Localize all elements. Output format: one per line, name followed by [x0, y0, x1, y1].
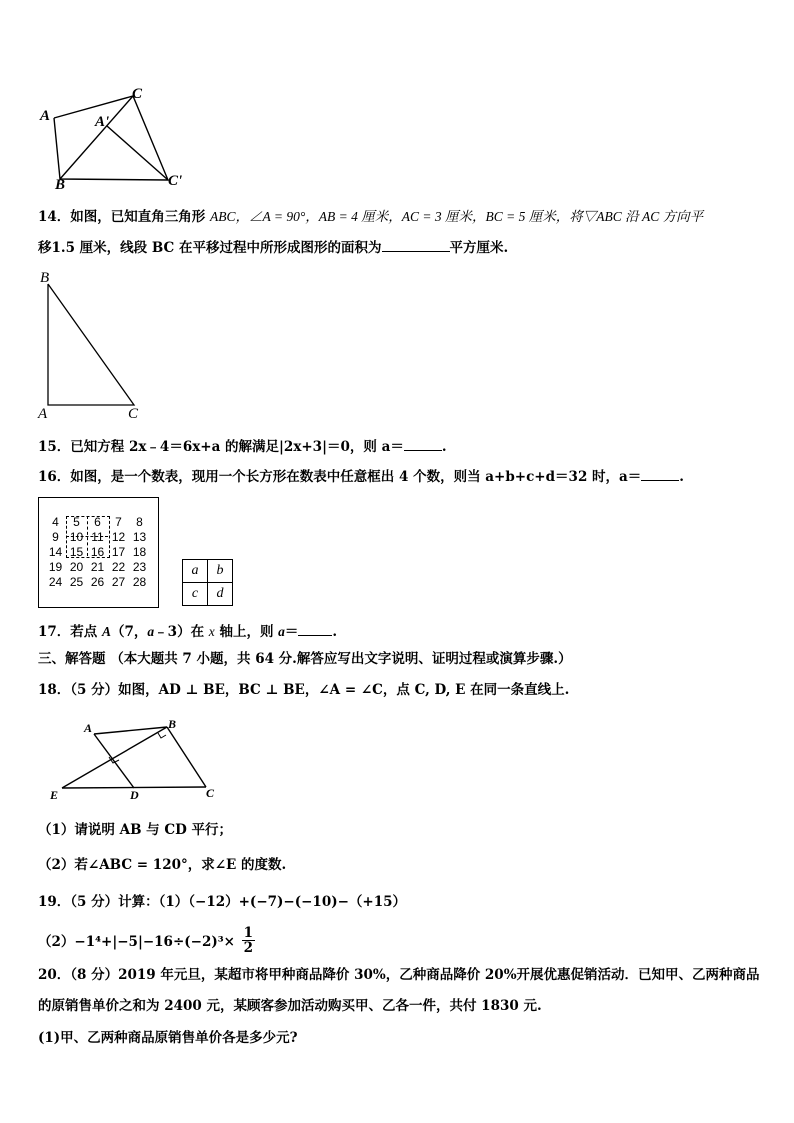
fig13-label-a-prime: A' — [95, 114, 110, 130]
fig18-label-d: D — [130, 788, 139, 802]
fig14-label-a: A — [38, 406, 48, 422]
number-cell: 6 — [94, 514, 101, 529]
question-16: 16．如图，是一个数表，现用一个长方形在数表中任意框出 4 个数，则当 a+b+c+d＝32 时，a＝ . — [38, 469, 684, 485]
number-table-row — [45, 559, 150, 574]
answer-blank[interactable] — [382, 251, 450, 252]
fig13-label-c: C — [132, 86, 143, 102]
cell-b: b — [208, 560, 233, 583]
number-cell: 13 — [132, 529, 147, 544]
question-20-part-1: (1)甲、乙两种商品原销售单价各是多少元? — [38, 1030, 298, 1046]
number-cell: 17 — [111, 544, 126, 559]
fig18-label-c: C — [206, 786, 215, 800]
number-cell: 25 — [69, 574, 84, 589]
number-cell: 5 — [73, 514, 80, 529]
number-cell: 14 — [48, 544, 63, 559]
question-19: 19．（5 分）计算：（1）（−12）+(−7)−(−10)−（+15） — [38, 894, 407, 910]
fig13-label-c-prime: C' — [168, 173, 183, 189]
number-table-row — [45, 574, 150, 589]
number-cell: 10 — [69, 529, 84, 544]
answer-blank[interactable] — [404, 450, 442, 451]
number-cell: 28 — [132, 574, 147, 589]
dashed-selection-box — [66, 516, 110, 558]
figure-q14 — [40, 280, 150, 420]
question-20-line-2: 的原销售单价之和为 2400 元，某顾客参加活动购买甲、乙各一件，共付 1830 元. — [38, 998, 542, 1014]
number-cell: 23 — [132, 559, 147, 574]
number-cell: 27 — [111, 574, 126, 589]
question-18-part-1: （1）请说明 AB 与 CD 平行； — [38, 822, 233, 838]
section-3-heading: 三、解答题 （本大题共 7 小题，共 64 分.解答应写出文字说明、证明过程或演算步骤.） — [38, 651, 572, 667]
question-14-line-1: 14．如图，已知直角三角形 ABC，∠A = 90°，AB = 4 厘米，AC = 3 厘米，BC = 5 厘米，将▽ABC 沿 AC 方向平 — [38, 209, 704, 225]
fig18-label-b: B — [168, 717, 177, 731]
number-cell: 21 — [90, 559, 105, 574]
question-18-part-2: （2）若∠ABC = 120°，求∠E 的度数. — [38, 857, 287, 873]
number-cell: 19 — [48, 559, 63, 574]
cell-d: d — [208, 583, 233, 606]
answer-blank[interactable] — [641, 480, 679, 481]
answer-blank[interactable] — [298, 635, 332, 636]
question-17: 17．若点 A（7，a﹣3）在 x 轴上，则 a＝ . — [38, 624, 338, 640]
fig18-label-a: A — [84, 721, 93, 735]
number-cell: 18 — [132, 544, 147, 559]
number-cell: 20 — [69, 559, 84, 574]
question-20-line-1: 20．（8 分）2019 年元旦，某超市将甲种商品降价 30%，乙种商品降价 20%开展优惠促销活动．已知甲、乙两种商品 — [38, 967, 760, 983]
number-cell: 26 — [90, 574, 105, 589]
number-cell: 22 — [111, 559, 126, 574]
cell-c: c — [183, 583, 208, 606]
number-cell: 24 — [48, 574, 63, 589]
fig13-label-a: A — [40, 108, 51, 124]
number-cell: 12 — [111, 529, 126, 544]
number-cell: 11 — [91, 529, 104, 544]
number-cell: 16 — [90, 544, 105, 559]
abcd-grid — [182, 559, 233, 606]
cell-a: a — [183, 560, 208, 583]
fig14-label-c: C — [128, 406, 139, 422]
number-cell: 9 — [52, 529, 59, 544]
number-cell: 15 — [69, 544, 84, 559]
dashed-divider — [66, 536, 108, 537]
fig14-label-b: B — [40, 270, 50, 286]
question-15: 15．已知方程 2x﹣4＝6x+a 的解满足|2x+3|＝0，则 a＝ . — [38, 439, 447, 455]
question-14-line-2: 移1.5 厘米，线段 BC 在平移过程中所形成图形的面积为 平方厘米. — [38, 240, 509, 256]
question-19-part-2: （2）−1⁴+|−5|−16÷(−2)³× $\frac{1}{2}$ — [38, 925, 254, 956]
number-cell: 7 — [115, 514, 122, 529]
number-cell: 8 — [136, 514, 143, 529]
fig18-label-e: E — [50, 788, 59, 802]
fig13-label-b: B — [55, 177, 66, 193]
number-cell: 4 — [52, 514, 59, 529]
question-18: 18．（5 分）如图，AD ⊥ BE，BC ⊥ BE，∠A = ∠C，点 C, D, E 在同一条直线上. — [38, 682, 570, 698]
fraction: $\frac{1}{2}$ — [243, 925, 254, 956]
